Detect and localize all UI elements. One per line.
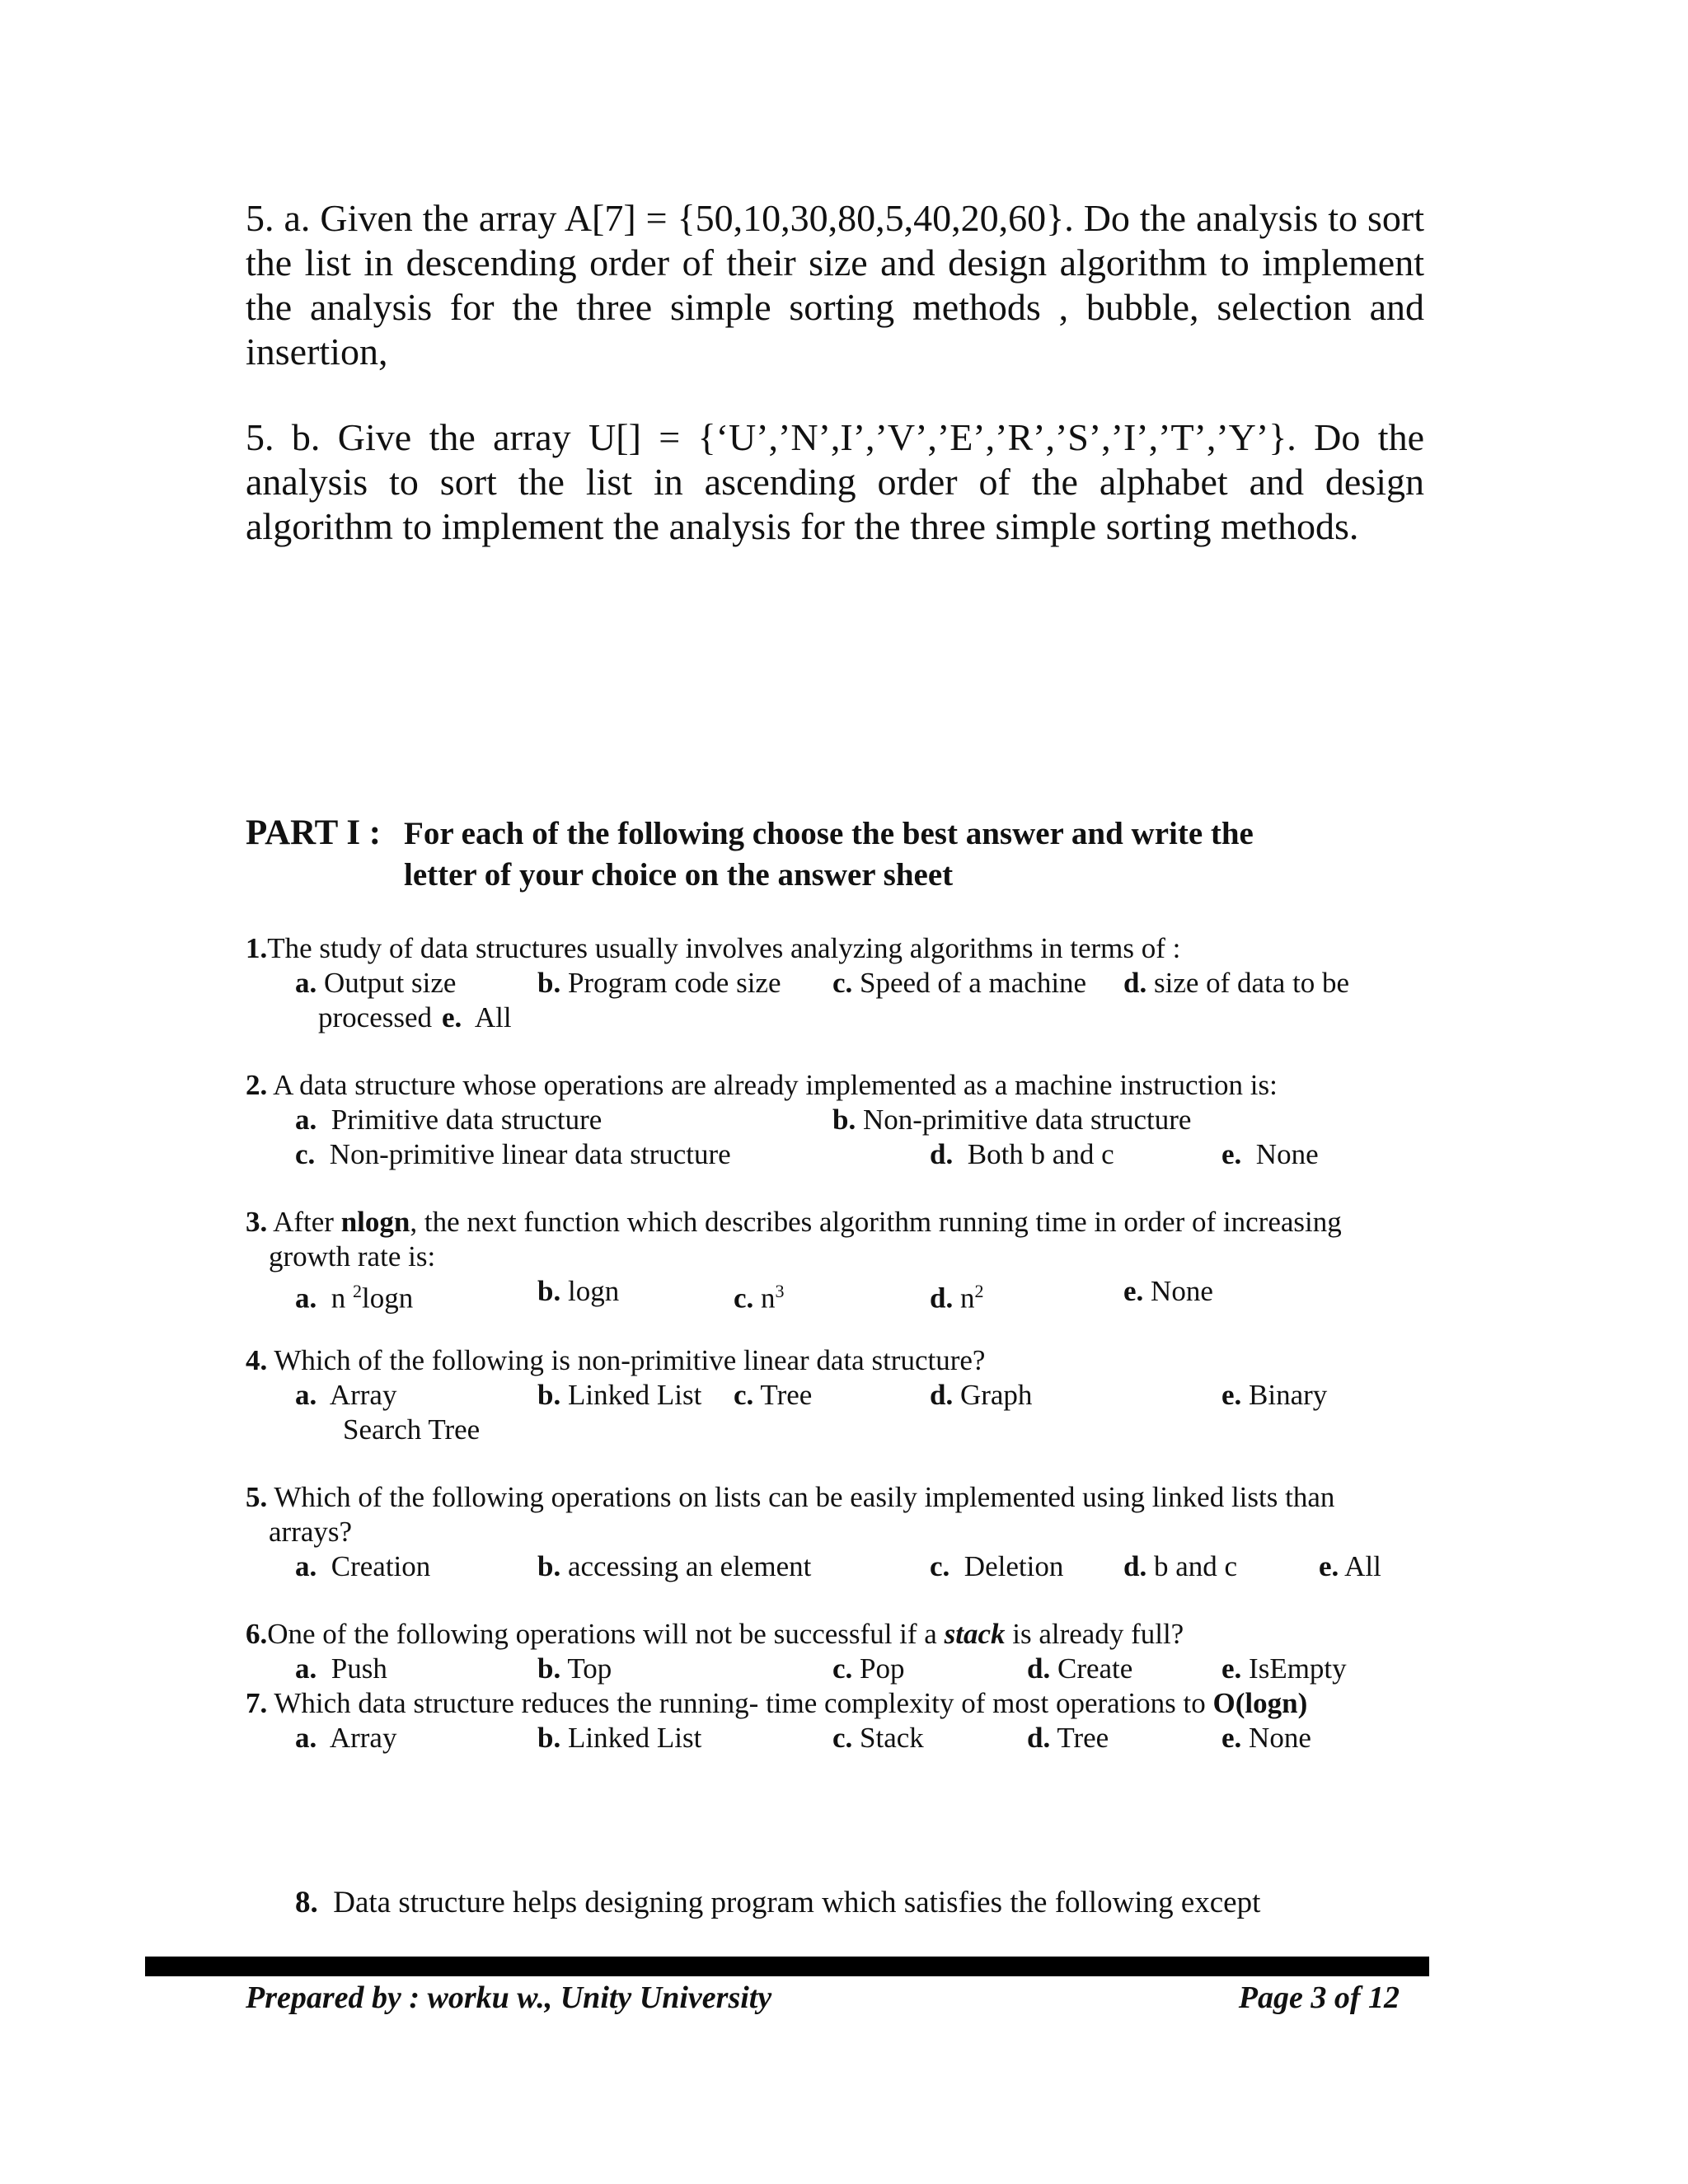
q5-option-c: c. Deletion: [930, 1550, 1064, 1582]
question-3: 3. After nlogn, the next function which describes algorithm running time in order of increasing: [246, 1206, 1342, 1238]
q7-option-e: e. None: [1221, 1722, 1311, 1754]
question-5b: 5. b. Give the array U[] = {‘U’,’N’,I’,’V’,’E’,’R’,’S’,’I’,’T’,’Y’}. Do the analysis to sort the list in ascending order of the alphabet and design algorithm to implement the analysis for the three simple sorting methods.: [246, 416, 1424, 547]
q2-option-a: a. Primitive data structure: [295, 1104, 603, 1136]
question-2: 2. A data structure whose operations are already implemented as a machine instruction is:: [246, 1069, 1278, 1101]
q6-option-d: d. Create: [1027, 1652, 1133, 1685]
question-4: 4. Which of the following is non-primitive linear data structure?: [246, 1344, 986, 1376]
question-3-line2: growth rate is:: [269, 1240, 436, 1272]
footer-page-number: Page 3 of 12: [1238, 1980, 1400, 2015]
q2-option-e: e. None: [1221, 1138, 1319, 1170]
q1-option-c: c. Speed of a machine: [832, 967, 1087, 999]
q6-option-a: a. Push: [295, 1652, 387, 1685]
q3-option-c: c. $n^3$: [734, 1281, 785, 1315]
q7-option-a: a. Array: [295, 1722, 397, 1754]
q5-option-b: b. accessing an element: [537, 1550, 812, 1582]
q2-option-b: b. Non-primitive data structure: [832, 1104, 1192, 1136]
q4-option-a: a. Array: [295, 1379, 397, 1411]
q1-option-d-cont: processed: [318, 1001, 433, 1033]
q4-option-d: d. Graph: [930, 1379, 1033, 1411]
q7-option-d: d. Tree: [1027, 1722, 1109, 1754]
question-5: 5. Which of the following operations on lists can be easily implemented using linked lists than: [246, 1481, 1335, 1513]
q6-option-e: e. IsEmpty: [1221, 1652, 1347, 1685]
q3-option-b: b. logn: [537, 1275, 620, 1307]
question-5-line2: arrays?: [269, 1516, 353, 1548]
q5-option-d: d. b and c: [1123, 1550, 1238, 1582]
q1-option-b: b. Program code size: [537, 967, 781, 999]
question-7: 7. Which data structure reduces the running- time complexity of most operations to O(logn): [246, 1687, 1308, 1719]
q1-option-d: d. size of data to be: [1123, 967, 1350, 999]
q7-option-c: c. Stack: [832, 1722, 924, 1754]
q7-option-b: b. Linked List: [537, 1722, 702, 1754]
part-instruction-line1: For each of the following choose the best answer and write the: [404, 816, 1254, 851]
q4-option-b: b. Linked List: [537, 1379, 702, 1411]
q2-option-c: c. Non-primitive linear data structure: [295, 1138, 731, 1170]
question-1: 1.The study of data structures usually involves analyzing algorithms in terms of :: [246, 932, 1181, 964]
question-5a: 5. a. Given the array A[7] = {50,10,30,80,5,40,20,60}. Do the analysis to sort the list in descending order of their size and design algorithm to implement the analysis for the three simple sorting methods , bubble, selection and insertion,: [246, 197, 1424, 373]
part-instruction-line2: letter of your choice on the answer sheet: [404, 857, 954, 893]
q4-option-e: e. Binary: [1221, 1379, 1328, 1411]
footer-author: Prepared by : worku w., Unity University: [246, 1980, 772, 2015]
q4-option-e-cont: Search Tree: [343, 1413, 481, 1446]
footer-rule: [145, 1957, 1429, 1976]
q4-option-c: c. Tree: [734, 1379, 813, 1411]
q6-option-b: b. Top: [537, 1652, 612, 1685]
q3-option-e: e. None: [1123, 1275, 1213, 1307]
q1-option-e: e. All: [442, 1001, 512, 1033]
q5-option-e: e. All: [1319, 1550, 1381, 1582]
q6-option-c: c. Pop: [832, 1652, 905, 1685]
q1-option-a: a. Output size: [295, 967, 457, 999]
q3-option-d: d. $n^2$: [930, 1281, 984, 1315]
part-label: PART I :: [246, 813, 382, 852]
question-6: 6.One of the following operations will not be successful if a stack is already full?: [246, 1618, 1184, 1650]
question-8: 8. Data structure helps designing program which satisfies the following except: [295, 1886, 1261, 1919]
q5-option-a: a. Creation: [295, 1550, 431, 1582]
q2-option-d: d. Both b and c: [930, 1138, 1114, 1170]
q3-option-a: a. n $^2$logn: [295, 1281, 414, 1315]
